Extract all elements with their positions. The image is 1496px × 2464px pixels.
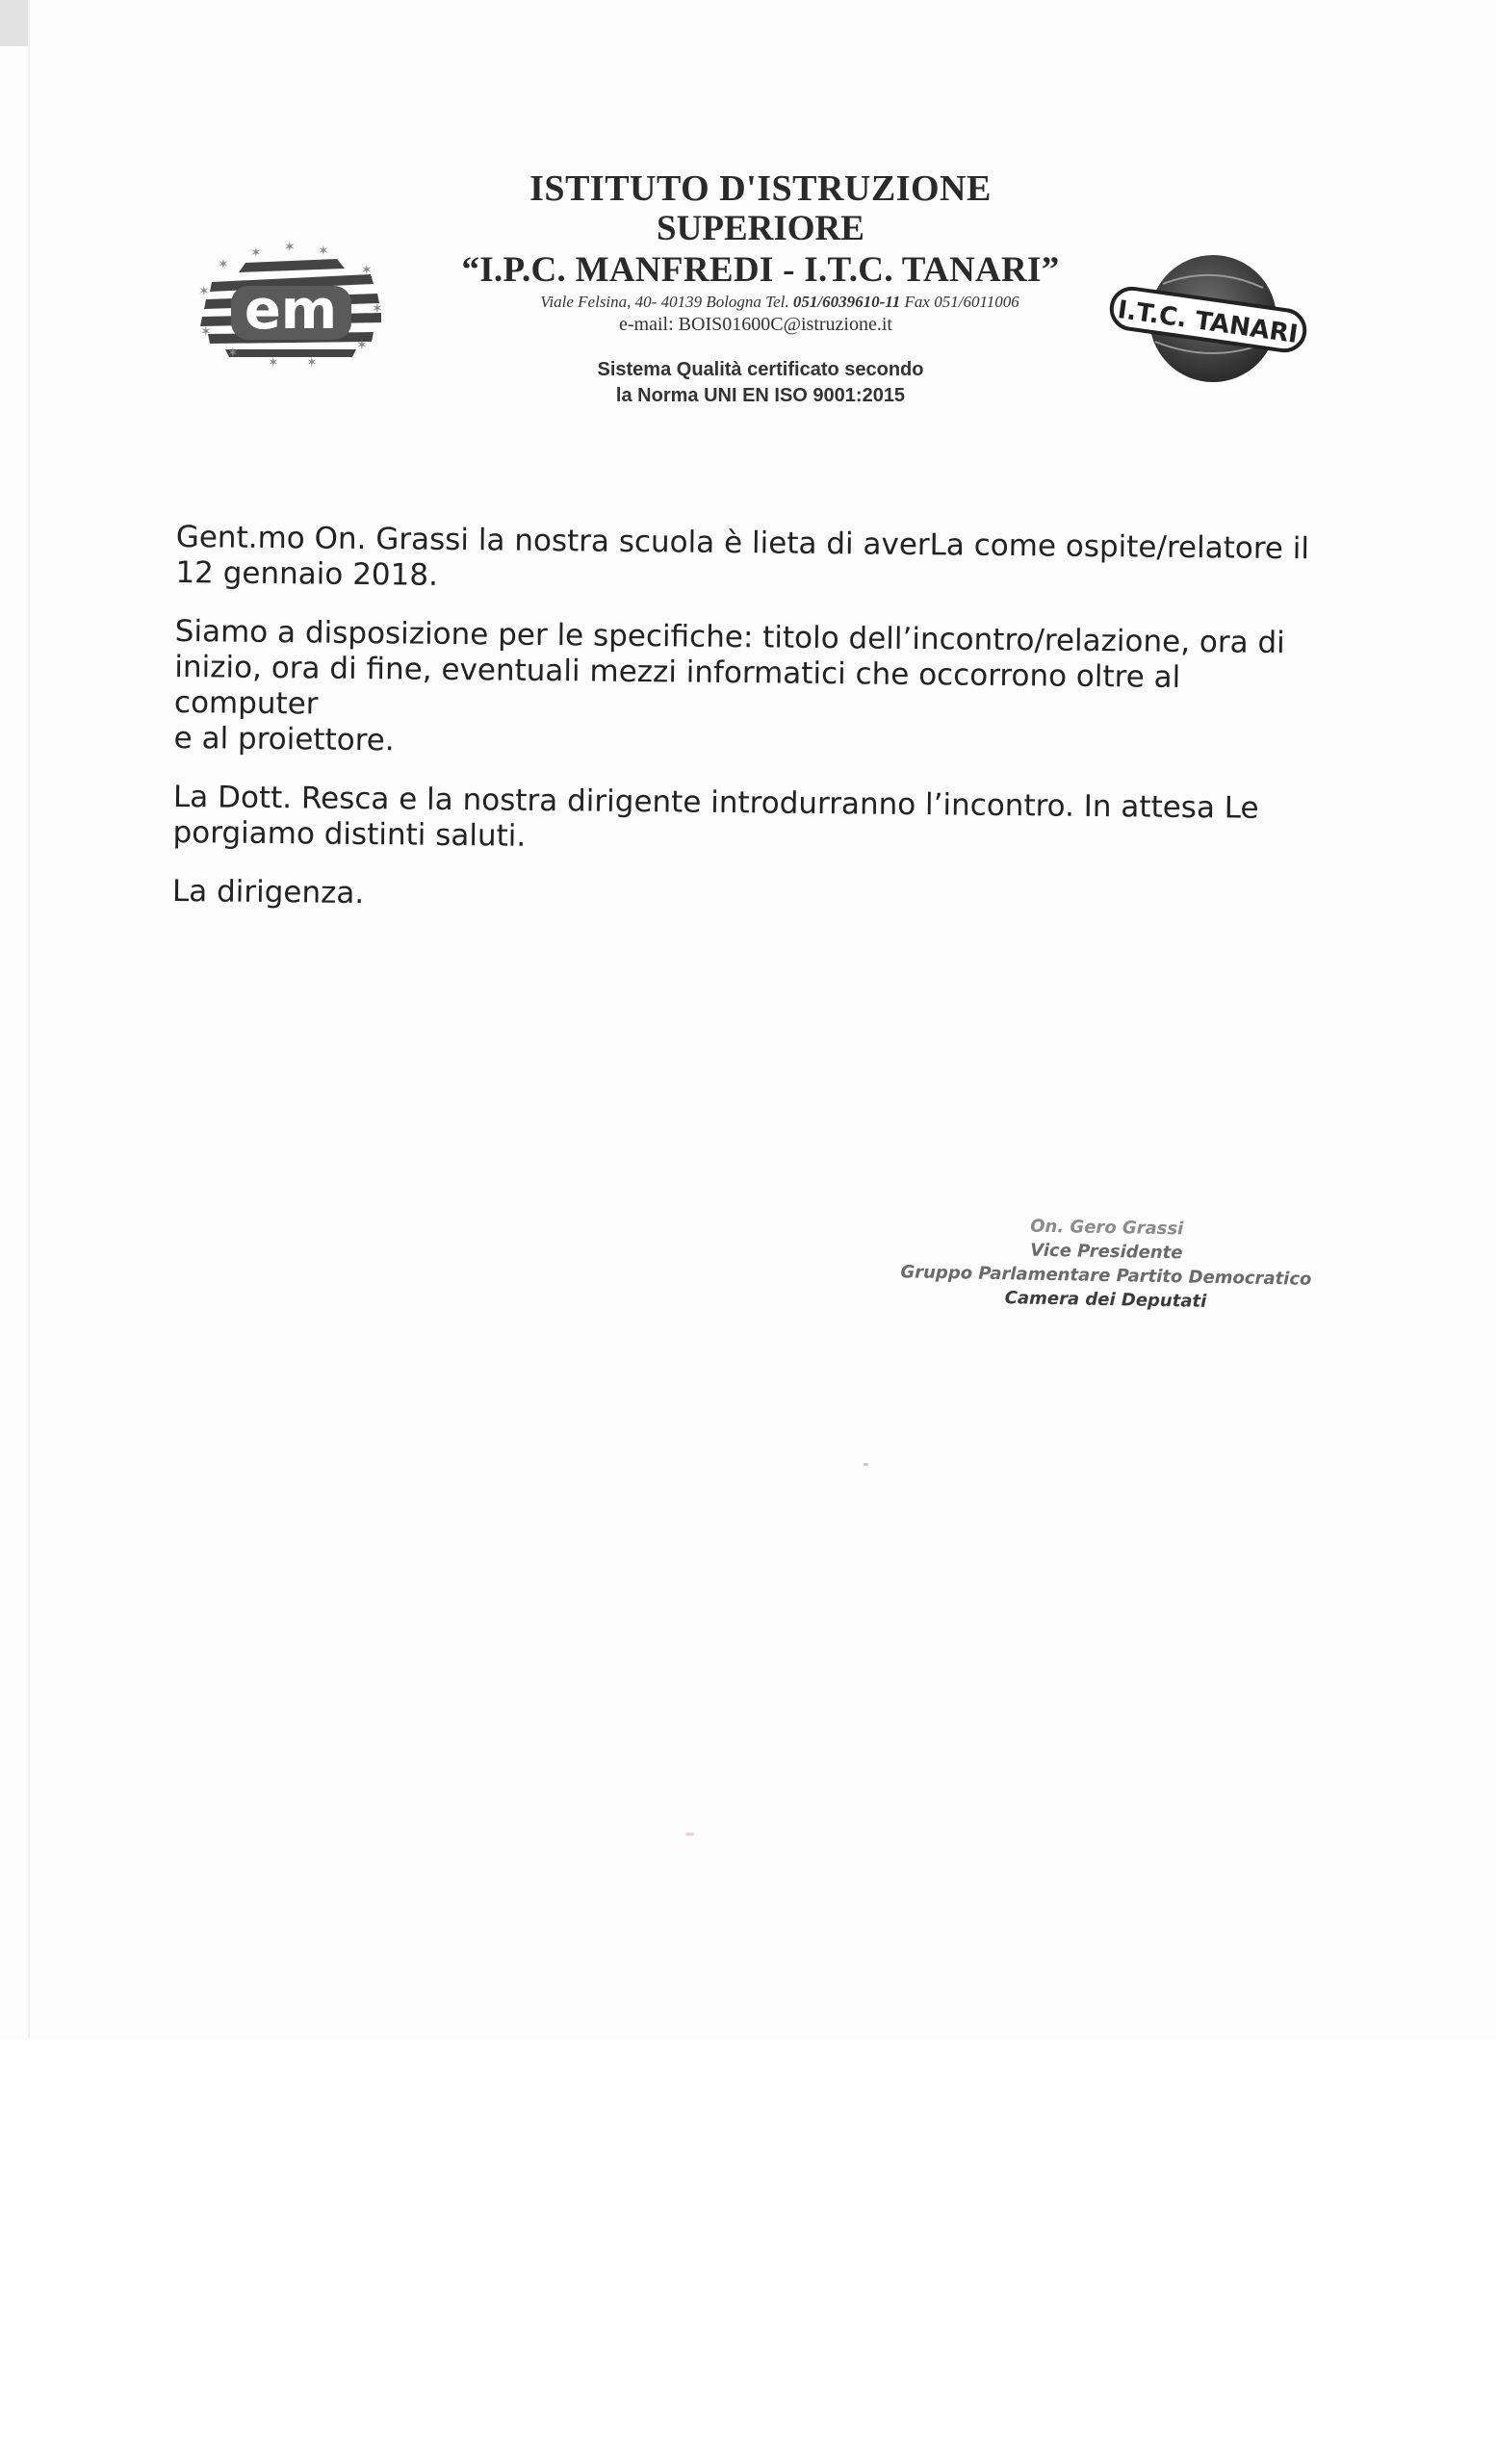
svg-text:✶: ✶ (372, 301, 383, 317)
letter-paragraph-introduction: La Dott. Resca e la nostra dirigente introdurranno l’incontro. In attesa Le porgiamo distinti saluti. (172, 779, 1259, 854)
svg-text:I.T.C. TANARI: I.T.C. TANARI (1116, 295, 1301, 349)
svg-text:✶: ✶ (250, 245, 262, 261)
stamp-name: On. Gero Grassi (1030, 1216, 1184, 1240)
scan-edge-mark (0, 0, 29, 46)
institution-title-line1: ISTITUTO D'ISTRUZIONE (529, 168, 992, 209)
institution-heading (443, 168, 1078, 409)
letterhead (193, 168, 1319, 457)
stamp-role: Vice Presidente (1030, 1240, 1183, 1264)
recipient-stamp (893, 1212, 1319, 1316)
tanari-globe-logo-icon (1107, 245, 1309, 390)
quality-certification: Sistema Qualità certificato secondo la Norma UNI EN ISO 9001:2015 (597, 359, 924, 406)
em-logo-icon (193, 236, 385, 371)
svg-text:✶: ✶ (318, 244, 329, 259)
letter-paragraph-invitation: Gent.mo On. Grassi la nostra scuola è lieta di averLa come ospite/relatore il 12 gennaio 2018. (175, 520, 1310, 593)
stamp-chamber: Camera dei Deputati (1004, 1288, 1207, 1312)
letter-paragraph-details: Siamo a disposizione per le specifiche: titolo dell’incontro/relazione, ora di inizio, ora di fine, eventuali mezzi informatici che occorrono oltre al computer e al proiettore. (173, 613, 1285, 758)
institution-address: Viale Felsina, 40- 40139 Bologna Tel. 051/6039610-11 Fax 051/6011006 (540, 293, 1019, 311)
svg-text:✶: ✶ (198, 284, 210, 299)
institution-title-line2: SUPERIORE (657, 209, 864, 248)
svg-text:✶: ✶ (306, 355, 318, 371)
stamp-group: Gruppo Parlamentare Partito Democratico (900, 1262, 1312, 1290)
svg-text:✶: ✶ (356, 338, 368, 353)
letter-body (172, 520, 1312, 944)
scan-speck (685, 1833, 694, 1835)
letter-closing: La dirigenza. (171, 873, 365, 911)
svg-text:✶: ✶ (200, 324, 212, 340)
institution-title-line3: “I.P.C. MANFREDI - I.T.C. TANARI” (461, 250, 1060, 290)
scan-edge-line (28, 0, 30, 2039)
svg-text:em: em (244, 279, 338, 342)
svg-text:✶: ✶ (361, 263, 373, 278)
svg-text:✶: ✶ (284, 240, 296, 255)
institution-email: e-mail: BOIS01600C@istruzione.it (619, 314, 892, 335)
svg-text:✶: ✶ (218, 257, 229, 272)
svg-text:✶: ✶ (227, 346, 239, 361)
svg-text:✶: ✶ (268, 355, 279, 371)
scan-speck (864, 1463, 868, 1466)
